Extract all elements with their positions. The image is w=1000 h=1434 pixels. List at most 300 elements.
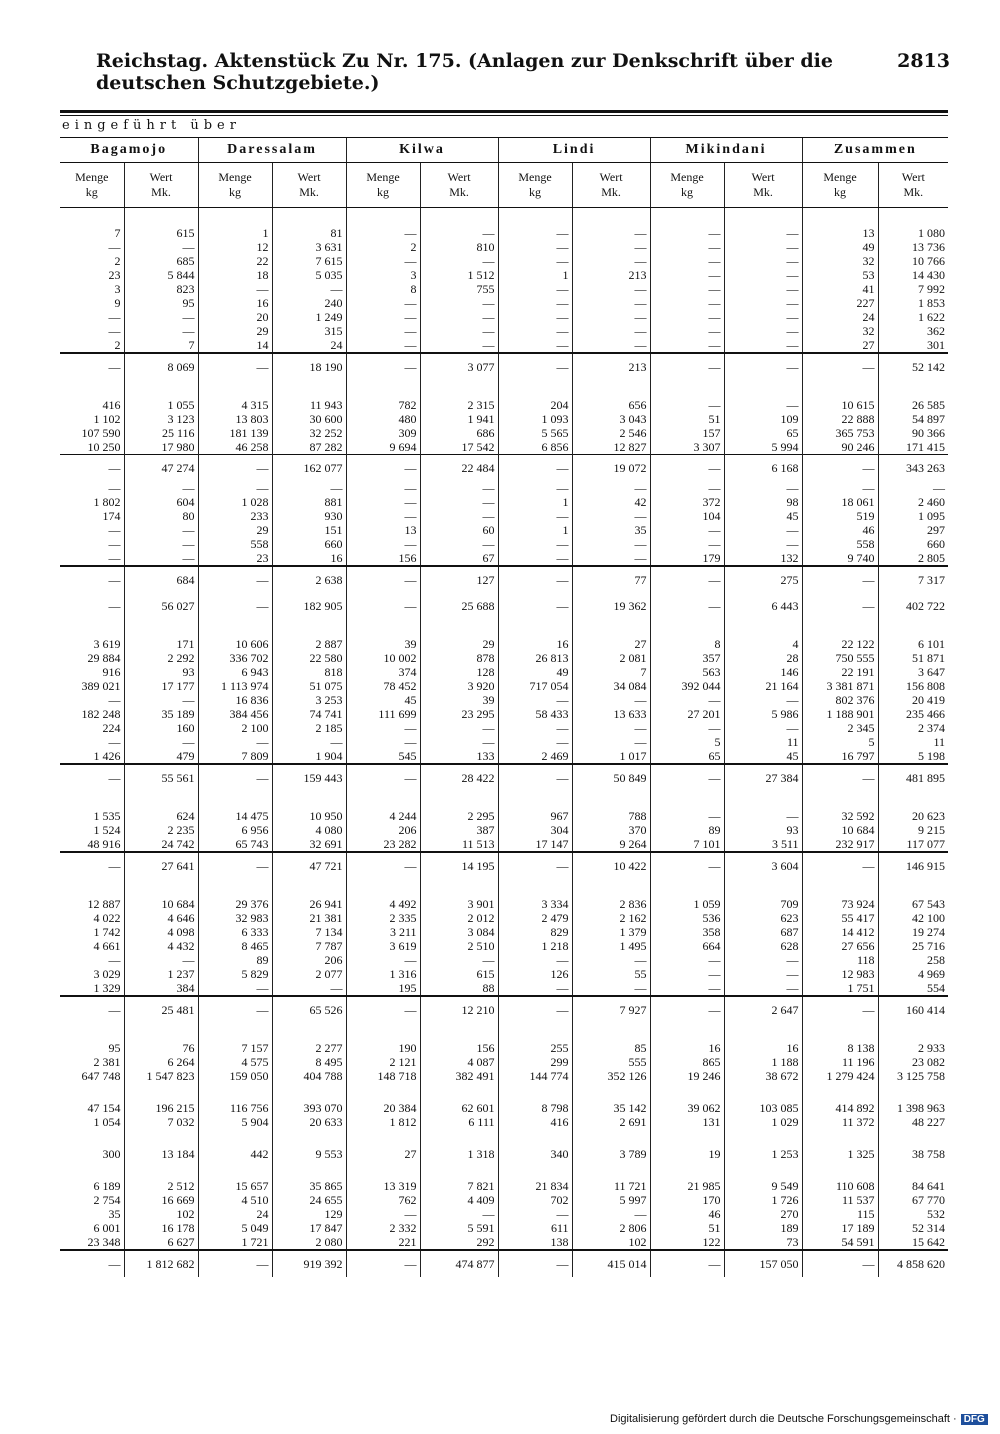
table-cell: 3 631: [272, 240, 346, 254]
table-cell: [198, 619, 272, 637]
table-cell: —: [650, 455, 724, 482]
table-cell: —: [650, 226, 724, 240]
table-cell: 7 157: [198, 1041, 272, 1055]
table-row: [60, 1101, 948, 1115]
table-cell: 20 623: [878, 809, 948, 823]
table-cell: [498, 208, 572, 227]
sum-row: [60, 1250, 948, 1277]
table-cell: [60, 619, 124, 637]
table-cell: [498, 791, 572, 809]
table-cell: —: [572, 226, 650, 240]
table-cell: [198, 1161, 272, 1179]
table-cell: 28 422: [420, 764, 498, 791]
table-cell: 1 017: [572, 749, 650, 764]
table-cell: 24 655: [272, 1193, 346, 1207]
table-row: [60, 911, 948, 925]
table-row: [60, 1179, 948, 1193]
table-cell: 3 029: [93, 967, 121, 981]
table-cell: —: [724, 240, 802, 254]
table-cell: —: [108, 598, 121, 613]
table-cell: [724, 1129, 802, 1147]
table-cell: 23 348: [87, 1235, 121, 1249]
table-cell: [878, 879, 948, 897]
table-cell: —: [124, 693, 198, 707]
table-cell: 558: [802, 537, 878, 551]
table-cell: [802, 791, 878, 809]
sum-row: [60, 852, 948, 879]
table-cell: 233: [198, 509, 272, 523]
table-cell: —: [572, 953, 650, 967]
table-cell: 2: [114, 338, 121, 352]
table-cell: 416: [498, 1115, 572, 1129]
table-cell: 52 142: [878, 353, 948, 380]
table-cell: —: [346, 852, 420, 879]
table-row: [60, 837, 948, 852]
table-cell: 4 087: [420, 1055, 498, 1069]
table-cell: 11 537: [802, 1193, 878, 1207]
table-cell: [572, 1161, 650, 1179]
table-cell: —: [724, 324, 802, 338]
table-cell: 133: [420, 749, 498, 764]
table-cell: 818: [272, 665, 346, 679]
table-cell: [572, 1023, 650, 1041]
table-cell: 39 062: [650, 1101, 724, 1115]
table-cell: 8 069: [124, 353, 198, 380]
table-cell: 3 619: [93, 637, 121, 651]
table-cell: 29: [198, 523, 272, 537]
table-cell: —: [650, 240, 724, 254]
wert-mk-header: Wert Mk.: [124, 163, 198, 208]
table-cell: 6 333: [198, 925, 272, 939]
table-cell: 10 606: [198, 637, 272, 651]
table-cell: —: [420, 296, 498, 310]
table-cell: —: [724, 953, 802, 967]
table-cell: 292: [420, 1235, 498, 1250]
table-cell: 7 992: [878, 282, 948, 296]
table-cell: 16: [650, 1041, 724, 1055]
table-cell: [420, 380, 498, 398]
table-cell: 336 702: [198, 651, 272, 665]
table-cell: 686: [420, 426, 498, 440]
table-row: [60, 324, 948, 338]
table-cell: —: [60, 455, 124, 482]
table-cell: [420, 791, 498, 809]
table-cell: 301: [878, 338, 948, 353]
table-cell: —: [572, 509, 650, 523]
table-cell: —: [108, 481, 121, 495]
table-cell: 35 142: [572, 1101, 650, 1115]
table-cell: —: [724, 268, 802, 282]
table-cell: 16 797: [802, 749, 878, 764]
wert-mk-header: Wert Mk.: [572, 163, 650, 208]
table-cell: [498, 1023, 572, 1041]
table-cell: —: [650, 566, 724, 593]
table-cell: 90 366: [878, 426, 948, 440]
table-cell: 35: [572, 523, 650, 537]
table-row: [60, 981, 948, 996]
table-cell: 2 460: [878, 495, 948, 509]
table-cell: 393 070: [272, 1101, 346, 1115]
table-cell: 21 164: [724, 679, 802, 693]
table-cell: 116 756: [198, 1101, 272, 1115]
table-cell: 480: [346, 412, 420, 426]
table-cell: [346, 1023, 420, 1041]
menge-kg-header: Menge kg: [60, 163, 124, 208]
table-cell: 532: [878, 1207, 948, 1221]
table-cell: [802, 1129, 878, 1147]
table-cell: 416: [102, 398, 121, 412]
table-cell: [572, 879, 650, 897]
table-cell: 415 014: [572, 1250, 650, 1277]
table-cell: 664: [650, 939, 724, 953]
table-cell: 20 633: [272, 1115, 346, 1129]
table-row: [60, 537, 948, 551]
table-cell: 878: [420, 651, 498, 665]
table-row: [60, 925, 948, 939]
footer-text: Digitalisierung gefördert durch die Deutsche Forschungsgemeinschaft ·: [610, 1413, 957, 1425]
table-cell: 5 994: [724, 440, 802, 455]
table-cell: 88: [420, 981, 498, 996]
table-cell: 23: [198, 551, 272, 566]
table-cell: 802 376: [802, 693, 878, 707]
table-cell: —: [346, 296, 420, 310]
table-cell: 604: [124, 495, 198, 509]
table-cell: —: [498, 338, 572, 353]
table-cell: 224: [102, 721, 121, 735]
table-cell: 204: [498, 398, 572, 412]
table-cell: —: [572, 254, 650, 268]
table-cell: 189: [724, 1221, 802, 1235]
table-row: [60, 310, 948, 324]
table-cell: —: [802, 996, 878, 1023]
table-row: [60, 412, 948, 426]
table-cell: 382 491: [420, 1069, 498, 1083]
table-cell: 919 392: [272, 1250, 346, 1277]
table-cell: —: [650, 481, 724, 495]
table-cell: 22 580: [272, 651, 346, 665]
table-cell: 24 742: [124, 837, 198, 852]
table-cell: 65: [650, 749, 724, 764]
table-cell: [498, 619, 572, 637]
table-cell: —: [346, 509, 420, 523]
place-header: Lindi: [498, 138, 650, 163]
table-cell: 916: [102, 665, 121, 679]
table-row: [60, 939, 948, 953]
table-cell: 4 661: [93, 939, 121, 953]
table-cell: 65: [724, 426, 802, 440]
table-cell: 16: [724, 1041, 802, 1055]
table-cell: 1 941: [420, 412, 498, 426]
table-cell: —: [124, 551, 198, 566]
table-row: [60, 338, 948, 353]
table-cell: 611: [498, 1221, 572, 1235]
table-cell: [724, 791, 802, 809]
table-cell: —: [272, 735, 346, 749]
table-row: [60, 523, 948, 537]
table-cell: —: [650, 523, 724, 537]
table-cell: [272, 791, 346, 809]
table-cell: 122: [650, 1235, 724, 1250]
table-cell: 4 244: [346, 809, 420, 823]
table-cell: —: [346, 996, 420, 1023]
table-cell: 46: [802, 523, 878, 537]
table-cell: 4 080: [272, 823, 346, 837]
table-cell: —: [650, 268, 724, 282]
table-cell: 5 049: [198, 1221, 272, 1235]
table-cell: —: [420, 735, 498, 749]
table-cell: [60, 380, 124, 398]
table-cell: 179: [650, 551, 724, 566]
table-cell: 17 147: [498, 837, 572, 852]
table-cell: —: [572, 735, 650, 749]
table-row: [60, 953, 948, 967]
table-cell: 519: [802, 509, 878, 523]
table-cell: 47 154: [87, 1101, 121, 1115]
table-cell: 55: [572, 967, 650, 981]
table-cell: 2 836: [572, 897, 650, 911]
table-cell: 3 211: [346, 925, 420, 939]
table-cell: 32: [802, 254, 878, 268]
table-cell: [498, 879, 572, 897]
table-cell: —: [650, 338, 724, 353]
table-row: [60, 1129, 948, 1147]
table-cell: —: [498, 310, 572, 324]
table-cell: —: [420, 509, 498, 523]
table-cell: 1 726: [724, 1193, 802, 1207]
table-cell: —: [60, 852, 124, 879]
table-cell: 9: [114, 296, 121, 310]
table-row: [60, 208, 948, 227]
table-cell: 23: [108, 268, 121, 282]
table-cell: 474 877: [420, 1250, 498, 1277]
place-header: Bagamojo: [60, 138, 198, 163]
table-cell: [346, 879, 420, 897]
table-cell: 53: [802, 268, 878, 282]
table-cell: 7: [572, 665, 650, 679]
table-row: [60, 296, 948, 310]
table-cell: —: [346, 566, 420, 593]
table-row: [60, 749, 948, 764]
table-cell: 9 553: [272, 1147, 346, 1161]
table-cell: 6 111: [420, 1115, 498, 1129]
table-cell: 78 452: [346, 679, 420, 693]
table-cell: 3 619: [346, 939, 420, 953]
table-cell: 7 317: [878, 566, 948, 593]
table-cell: 2 335: [346, 911, 420, 925]
table-cell: —: [198, 735, 272, 749]
table-cell: 389 021: [81, 679, 121, 693]
table-cell: [272, 619, 346, 637]
table-cell: 21 381: [272, 911, 346, 925]
table-cell: 374: [346, 665, 420, 679]
table-cell: 19 274: [878, 925, 948, 939]
table-cell: —: [346, 764, 420, 791]
table-cell: 9 549: [724, 1179, 802, 1193]
table-cell: 1 622: [878, 310, 948, 324]
table-cell: 10 250: [87, 440, 121, 454]
table-cell: 25 481: [124, 996, 198, 1023]
table-cell: 42 100: [878, 911, 948, 925]
table-cell: 1: [498, 268, 572, 282]
table-cell: 1 318: [420, 1147, 498, 1161]
table-cell: 3 084: [420, 925, 498, 939]
table-cell: —: [650, 809, 724, 823]
table-cell: 160 414: [878, 996, 948, 1023]
table-cell: 14 430: [878, 268, 948, 282]
table-cell: 967: [498, 809, 572, 823]
table-cell: [724, 879, 802, 897]
table-cell: 19 072: [572, 455, 650, 482]
sum-row: [60, 566, 948, 593]
table-cell: —: [420, 226, 498, 240]
table-cell: 95: [108, 1041, 121, 1055]
table-cell: 93: [124, 665, 198, 679]
table-cell: [878, 1083, 948, 1101]
table-cell: 315: [272, 324, 346, 338]
table-cell: 3 125 758: [878, 1069, 948, 1083]
table-row: [60, 226, 948, 240]
table-cell: 16: [272, 551, 346, 566]
table-cell: 10 766: [878, 254, 948, 268]
table-cell: 11 943: [272, 398, 346, 412]
table-cell: 275: [724, 566, 802, 593]
table-cell: —: [650, 852, 724, 879]
table-cell: 3 123: [124, 412, 198, 426]
table-row: [60, 380, 948, 398]
table-cell: 156: [420, 1041, 498, 1055]
table-cell: 32 983: [198, 911, 272, 925]
table-cell: 352 126: [572, 1069, 650, 1083]
table-cell: —: [108, 240, 121, 254]
table-cell: 14 412: [802, 925, 878, 939]
table-cell: 2 077: [272, 967, 346, 981]
table-cell: —: [198, 764, 272, 791]
table-cell: —: [346, 353, 420, 380]
table-cell: 26 813: [498, 651, 572, 665]
table-cell: —: [346, 1207, 420, 1221]
table-cell: 160: [124, 721, 198, 735]
table-row: [60, 879, 948, 897]
table-cell: 26 585: [878, 398, 948, 412]
table-cell: —: [498, 254, 572, 268]
table-cell: 29 884: [87, 651, 121, 665]
table-row: [60, 1083, 948, 1101]
table-cell: —: [198, 455, 272, 482]
table-cell: [420, 1083, 498, 1101]
table-cell: 118: [802, 953, 878, 967]
table-cell: —: [420, 254, 498, 268]
table-cell: 171: [124, 637, 198, 651]
table-cell: —: [108, 523, 121, 537]
table-cell: 402 722: [878, 593, 948, 619]
table-cell: 157 050: [724, 1250, 802, 1277]
sum-row: [60, 593, 948, 619]
table-cell: 48 227: [878, 1115, 948, 1129]
table-cell: 131: [650, 1115, 724, 1129]
table-cell: 536: [650, 911, 724, 925]
table-cell: 46: [650, 1207, 724, 1221]
table-cell: 93: [724, 823, 802, 837]
table-cell: 115: [802, 1207, 878, 1221]
table-cell: —: [108, 551, 121, 565]
table-cell: 615: [124, 226, 198, 240]
table-cell: 46 258: [198, 440, 272, 455]
table-cell: [124, 619, 198, 637]
table-cell: [650, 791, 724, 809]
table-cell: 39: [420, 693, 498, 707]
table-cell: [60, 879, 124, 897]
table-cell: 3 789: [572, 1147, 650, 1161]
table-cell: 128: [420, 665, 498, 679]
table-cell: 182 248: [81, 707, 121, 721]
table-cell: 762: [346, 1193, 420, 1207]
table-cell: [346, 619, 420, 637]
table-cell: —: [572, 551, 650, 566]
table-cell: 24: [198, 1207, 272, 1221]
table-cell: —: [650, 764, 724, 791]
table-cell: —: [108, 537, 121, 551]
table-cell: —: [572, 296, 650, 310]
table-cell: —: [346, 455, 420, 482]
table-cell: 2 315: [420, 398, 498, 412]
table-cell: —: [346, 495, 420, 509]
table-cell: 110 608: [802, 1179, 878, 1193]
table-cell: —: [650, 1250, 724, 1277]
table-cell: 206: [272, 953, 346, 967]
table-cell: [650, 619, 724, 637]
table-row: [60, 721, 948, 735]
table-cell: —: [878, 481, 948, 495]
table-cell: 213: [572, 353, 650, 380]
table-cell: 17 189: [802, 1221, 878, 1235]
table-cell: 11 196: [802, 1055, 878, 1069]
table-cell: 1 379: [572, 925, 650, 939]
footer: [610, 1413, 988, 1425]
table-cell: —: [420, 481, 498, 495]
table-cell: 1: [498, 495, 572, 509]
table-cell: —: [724, 310, 802, 324]
table-cell: 309: [346, 426, 420, 440]
menge-kg-header: Menge kg: [802, 163, 878, 208]
table-cell: [420, 208, 498, 227]
table-row: [60, 619, 948, 637]
table-cell: 555: [572, 1055, 650, 1069]
table-cell: 3 253: [272, 693, 346, 707]
table-cell: 365 753: [802, 426, 878, 440]
table-cell: 1 054: [93, 1115, 121, 1129]
table-cell: —: [198, 852, 272, 879]
table-cell: [802, 1161, 878, 1179]
table-cell: 2 012: [420, 911, 498, 925]
table-row: [60, 495, 948, 509]
table-cell: —: [498, 481, 572, 495]
table-cell: 2 805: [878, 551, 948, 566]
table-cell: —: [498, 455, 572, 482]
table-cell: 1 721: [198, 1235, 272, 1250]
table-cell: —: [346, 735, 420, 749]
table-cell: 1 904: [272, 749, 346, 764]
table-cell: 7 787: [272, 939, 346, 953]
table-cell: 2 381: [93, 1055, 121, 1069]
table-cell: 14 195: [420, 852, 498, 879]
table-cell: —: [572, 338, 650, 353]
table-cell: 30 600: [272, 412, 346, 426]
table-cell: 12: [198, 240, 272, 254]
table-cell: 1 113 974: [198, 679, 272, 693]
table-cell: 685: [124, 254, 198, 268]
table-cell: —: [498, 566, 572, 593]
table-cell: 9 264: [572, 837, 650, 852]
